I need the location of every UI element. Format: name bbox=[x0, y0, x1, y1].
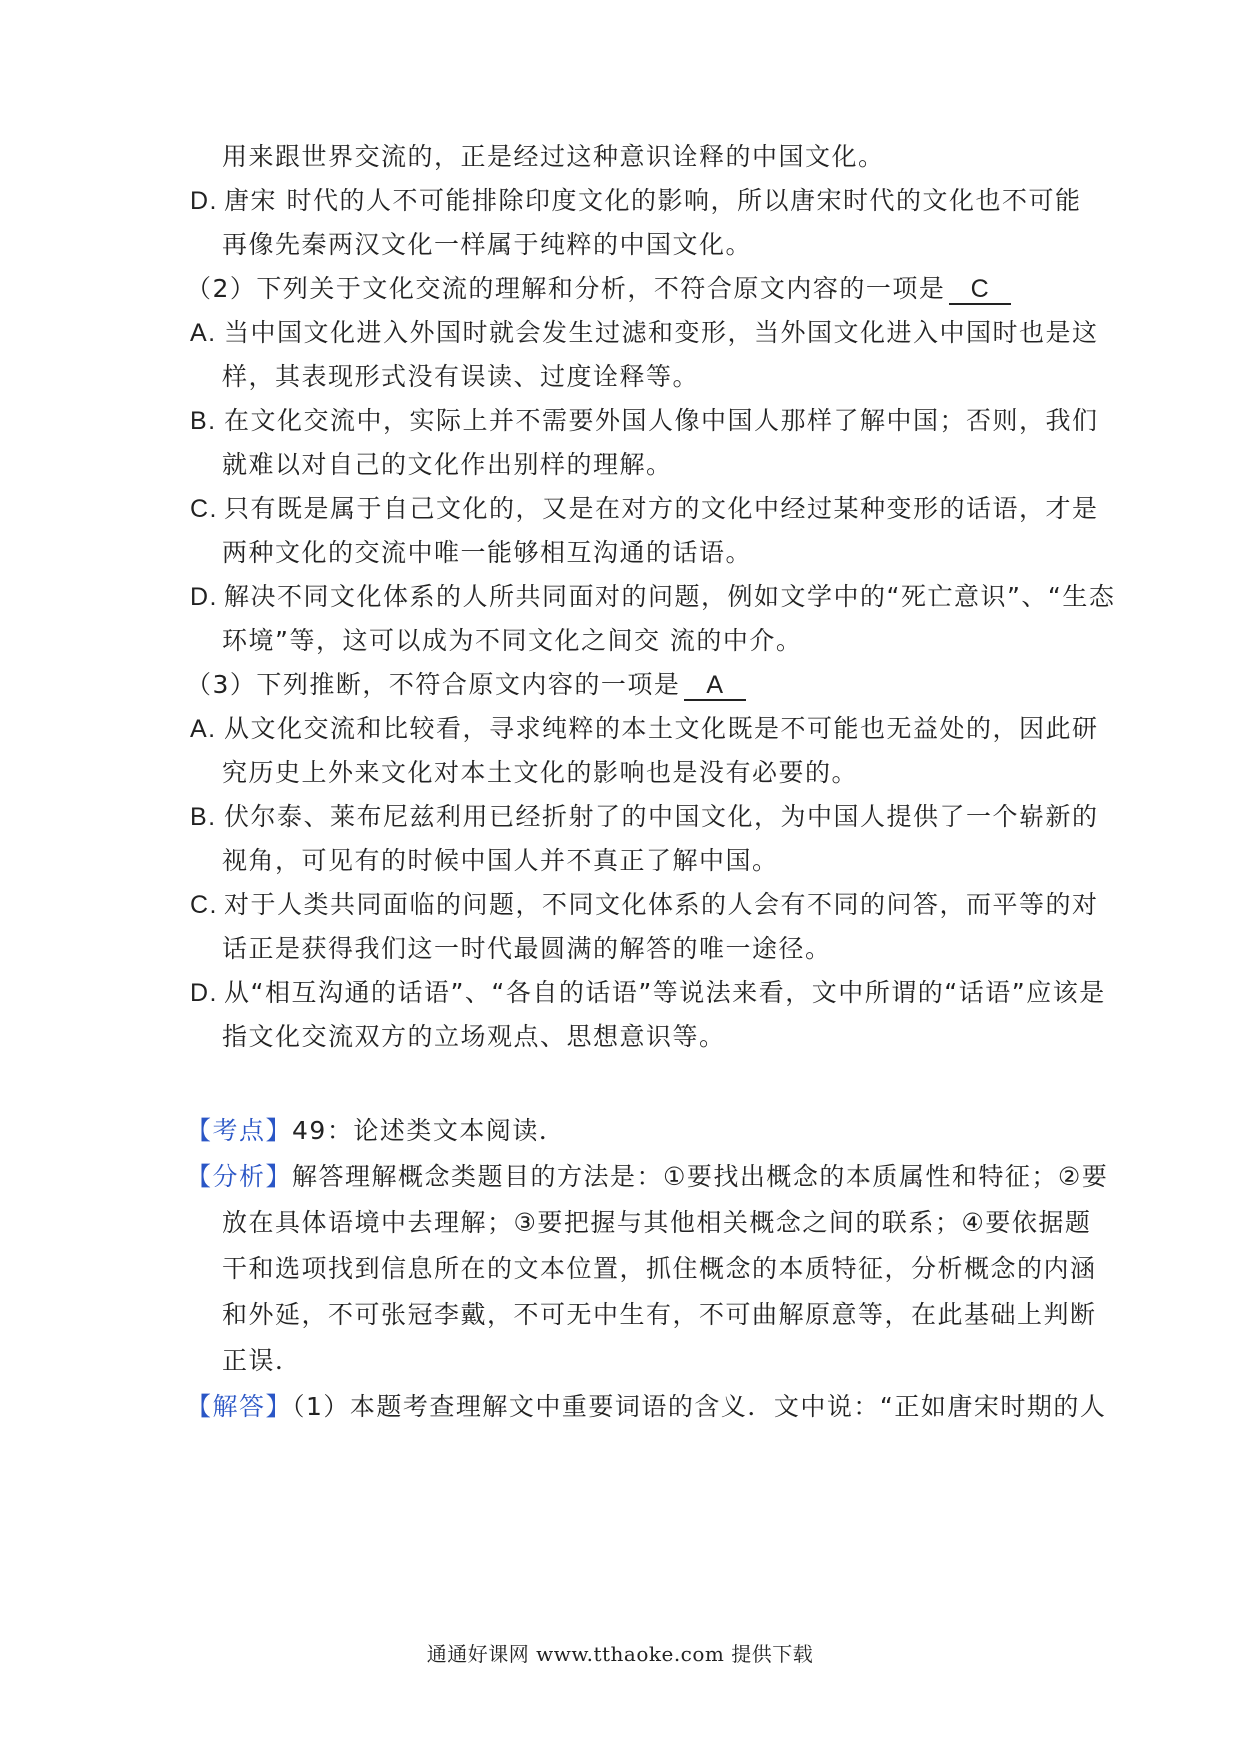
option-d-continuation: 再像先秦两汉文化一样属于纯粹的中国文化。 bbox=[222, 230, 753, 259]
q2-option-c-continuation: 两种文化的交流中唯一能够相互沟通的话语。 bbox=[222, 538, 753, 567]
fenxi-line: 【分析】解答理解概念类题目的方法是：①要找出概念的本质属性和特征；②要 bbox=[186, 1162, 1109, 1191]
question-2-stem: （2）下列关于文化交流的理解和分析，不符合原文内容的一项是 C bbox=[186, 272, 1011, 306]
fenxi-continuation-1: 放在具体语境中去理解；③要把握与其他相关概念之间的联系；④要依据题 bbox=[222, 1208, 1092, 1237]
q2-option-a-continuation: 样，其表现形式没有误读、过度诠释等。 bbox=[222, 362, 700, 391]
q3-option-d: D. 从“相互沟通的话语”、“各自的话语”等说法来看，文中所谓的“话语”应该是 bbox=[190, 978, 1106, 1007]
q3-option-c-continuation: 话正是获得我们这一时代最圆满的解答的唯一途径。 bbox=[222, 934, 832, 963]
kaodian-line: 【考点】49：论述类文本阅读． bbox=[186, 1116, 566, 1145]
fenxi-continuation-3: 和外延，不可张冠李戴，不可无中生有，不可曲解原意等，在此基础上判断 bbox=[222, 1300, 1097, 1329]
question-3-answer: A bbox=[684, 671, 746, 701]
kaodian-tag: 【考点】 bbox=[186, 1116, 293, 1145]
option-d-line: D. 唐宋 时代的人不可能排除印度文化的影响，所以唐宋时代的文化也不可能 bbox=[190, 186, 1082, 215]
q3-option-a: A. 从文化交流和比较看，寻求纯粹的本土文化既是不可能也无益处的，因此研 bbox=[190, 714, 1099, 743]
q3-option-a-continuation: 究历史上外来文化对本土文化的影响也是没有必要的。 bbox=[222, 758, 859, 787]
q3-option-b: B. 伏尔泰、莱布尼兹利用已经折射了的中国文化，为中国人提供了一个崭新的 bbox=[190, 802, 1099, 831]
fenxi-continuation-4: 正误． bbox=[222, 1346, 302, 1375]
q3-option-c: C. 对于人类共同面临的问题，不同文化体系的人会有不同的问答，而平等的对 bbox=[190, 890, 1099, 919]
q2-option-c: C. 只有既是属于自己文化的，又是在对方的文化中经过某种变形的话语，才是 bbox=[190, 494, 1099, 523]
fenxi-continuation-2: 干和选项找到信息所在的文本位置，抓住概念的本质特征，分析概念的内涵 bbox=[222, 1254, 1097, 1283]
q2-option-a: A. 当中国文化进入外国时就会发生过滤和变形，当外国文化进入中国时也是这 bbox=[190, 318, 1099, 347]
jieda-tag: 【解答】 bbox=[186, 1392, 293, 1421]
question-2-answer: C bbox=[949, 275, 1011, 305]
option-c-continuation: 用来跟世界交流的，正是经过这种意识诠释的中国文化。 bbox=[222, 142, 885, 171]
q2-option-d: D. 解决不同文化体系的人所共同面对的问题，例如文学中的“死亡意识”、“生态 bbox=[190, 582, 1116, 611]
page-footer: 通通好课网 www.tthaoke.com 提供下载 bbox=[426, 1642, 814, 1666]
fenxi-tag: 【分析】 bbox=[186, 1162, 293, 1191]
q2-option-b-continuation: 就难以对自己的文化作出别样的理解。 bbox=[222, 450, 673, 479]
q2-option-b: B. 在文化交流中，实际上并不需要外国人像中国人那样了解中国；否则，我们 bbox=[190, 406, 1099, 435]
q2-option-d-continuation: 环境”等，这可以成为不同文化之间交 流的中介。 bbox=[222, 626, 803, 655]
q3-option-d-continuation: 指文化交流双方的立场观点、思想意识等。 bbox=[222, 1022, 726, 1051]
jieda-line: 【解答】（1）本题考查理解文中重要词语的含义．文中说：“正如唐宋时期的人 bbox=[186, 1392, 1107, 1421]
q3-option-b-continuation: 视角，可见有的时候中国人并不真正了解中国。 bbox=[222, 846, 779, 875]
question-3-stem: （3）下列推断，不符合原文内容的一项是 A bbox=[186, 668, 746, 702]
